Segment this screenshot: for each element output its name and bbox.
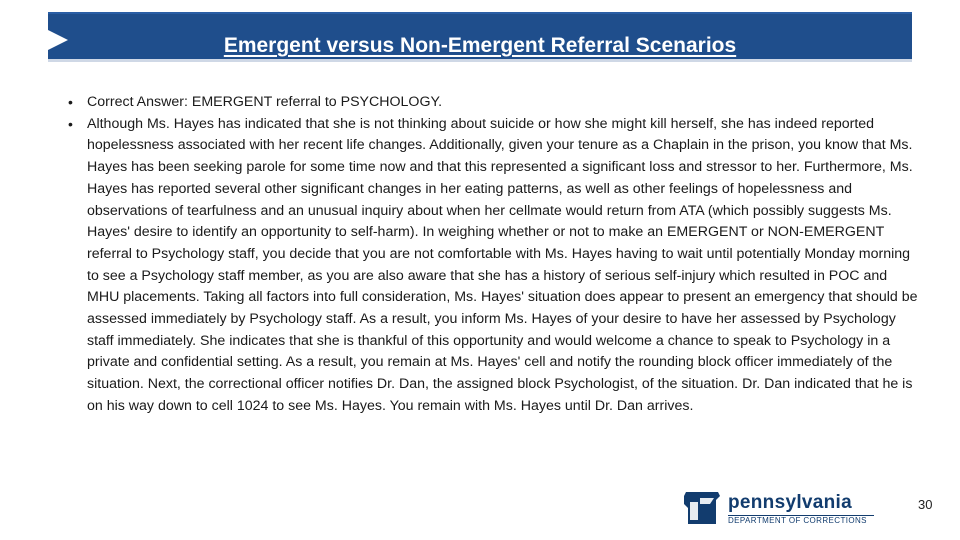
bullet-dot-icon: •	[68, 94, 73, 110]
title-underline-bar	[48, 59, 912, 62]
logo-department: DEPARTMENT OF CORRECTIONS	[728, 515, 874, 525]
title-bar	[48, 12, 912, 62]
page-number: 30	[918, 497, 933, 512]
bullet-text: Although Ms. Hayes has indicated that she is not thinking about suicide or how she might kill herself, she has indeed reported hopelessness associated with her recent life changes. Additionally, given your tenure as a Chaplain in the prison, you know that Ms. Hayes has been seeking parole for some time now and that this represented a significant loss and stressor to her. Furthermore, Ms. Hayes has reported several other significant changes in her eating patterns, as well as other feelings of hopelessness and observations of tearfulness and an unusual inquiry about when her cellmate would return from ATA (which possibly suggests Ms. Hayes' desire to identify an opportunity to self-harm). In weighing whether or not to make an EMERGENT or NON-EMERGENT referral to Psychology staff, you decide that you are not comfortable with Ms. Hayes having to wait until potentially Monday morning to see a Psychology staff member, as you are also aware that she has a history of serious self-injury which resulted in POC and MHU placements. Taking all factors into full consideration, Ms. Hayes' situation does appear to present an emergency that should be assessed immediately by Psychology staff. As a result, you inform Ms. Hayes of your desire to have her assessed by Psychology staff immediately. She indicates that she is thankful of this opportunity and would welcome a chance to speak to Psychology in a private and confidential setting. As a result, you remain at Ms. Hayes' cell and notify the rounding block officer immediately of the situation. Next, the correctional officer notifies Dr. Dan, the assigned block Psychologist, of the situation. Dr. Dan indicated that he is on his way down to cell 1024 to see Ms. Hayes. You remain with Ms. Hayes until Dr. Dan arrives.	[87, 115, 918, 414]
keystone-icon	[680, 490, 724, 528]
bullet-dot-icon: •	[68, 115, 73, 132]
slide-content	[68, 92, 918, 418]
bullet-item	[68, 114, 918, 418]
logo-brand: pennsylvania	[728, 492, 852, 513]
pa-corrections-logo	[680, 490, 880, 528]
bullet-item	[68, 92, 918, 114]
slide-title: Emergent versus Non-Emergent Referral Scenarios	[223, 34, 737, 57]
bullet-text: Correct Answer: EMERGENT referral to PSYCHOLOGY.	[87, 94, 443, 110]
